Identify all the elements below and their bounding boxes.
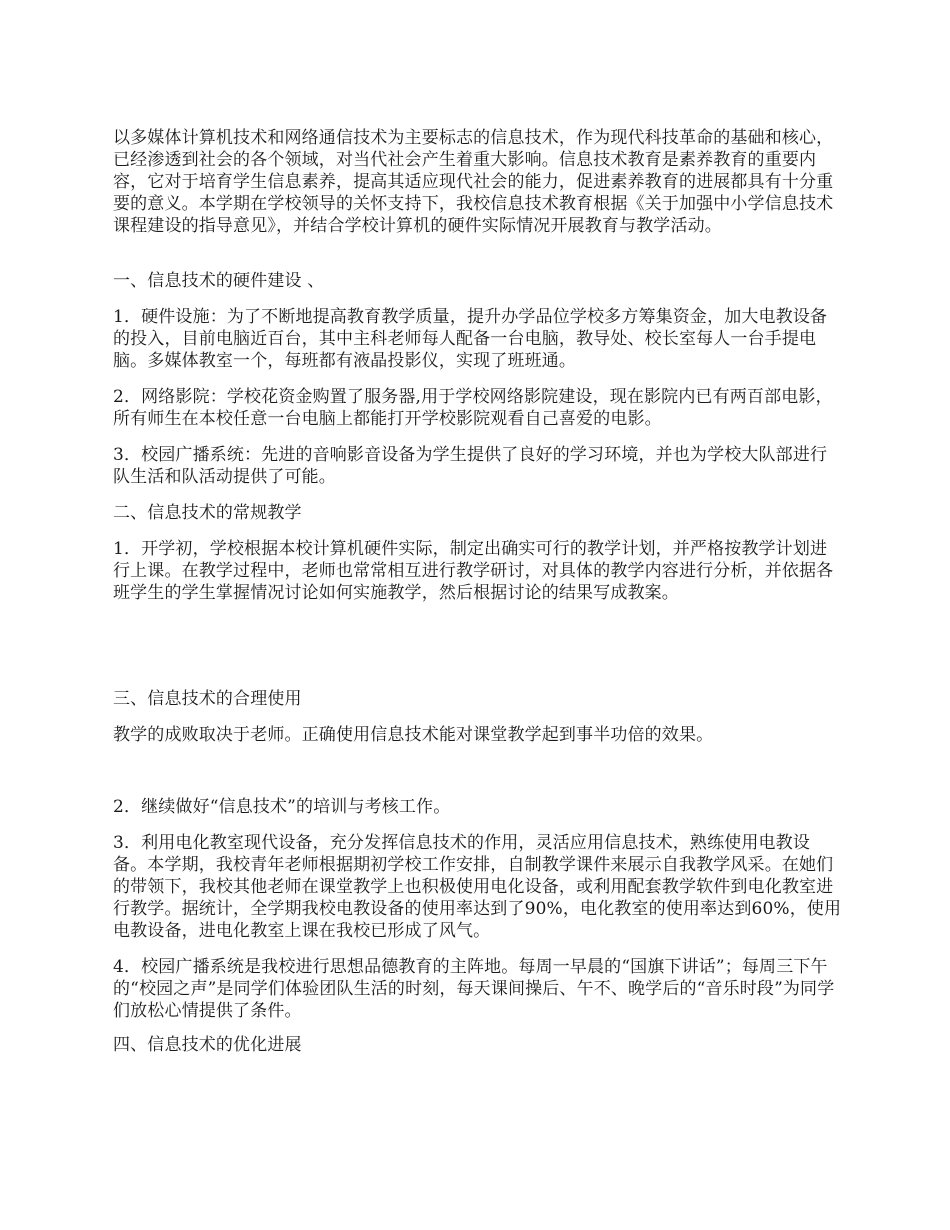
section-4-heading: 四、信息技术的优化进展 — [113, 1035, 302, 1055]
section-3-intro: 教学的成败取决于老师。正确使用信息技术能对课堂教学起到事半功倍的效果。 — [113, 725, 714, 745]
section-3-heading: 三、信息技术的合理使用 — [113, 689, 302, 709]
section-1-item-2: 2．网络影院：学校花资金购置了服务器,用于学校网络影院建设，现在影院内已有两百部电影，所有师生在本校任意一台电脑上都能打开学校影院观看自己喜爱的电影。 — [113, 387, 833, 429]
section-1-item-1: 1．硬件设施：为了不断地提高教育教学质量，提升办学品位学校多方筹集资金，加大电教设备的投入，目前电脑近百台，其中主科老师每人配备一台电脑，教导处、校长室每人一台手提电脑。多媒体教室一个，每班都有液晶投影仪，实现了班班通。 — [113, 307, 828, 371]
section-3-item-3: 3．利用电化教室现代设备，充分发挥信息技术的作用，灵活应用信息技术，熟练使用电教设备。本学期，我校青年老师根据期初学校工作安排，自制教学课件来展示自我教学风采。在她们的带领下，我校其他老师在课堂教学上也积极使用电化设备，或利用配套教学软件到电化教室进行教学。据统计，全学期我校电教设备的使用率达到了90%，电化教室的使用率达到60%，使用电教设备，进电化教室上课在我校已形成了风气。 — [113, 833, 842, 941]
section-2-heading: 二、信息技术的常规教学 — [113, 503, 302, 523]
section-2-item-1: 1．开学初，学校根据本校计算机硬件实际，制定出确实可行的教学计划，并严格按教学计划进行上课。在教学过程中，老师也常常相互进行教学研讨，对具体的教学内容进行分析，并依据各班学生的学生掌握情况讨论如何实施教学，然后根据讨论的结果写成教案。 — [113, 539, 834, 603]
intro-paragraph: 以多媒体计算机技术和网络通信技术为主要标志的信息技术，作为现代科技革命的基础和核心，已经渗透到社会的各个领域，对当代社会产生着重大影响。信息技术教育是素养教育的重要内容，它对于培育学生信息素养，提高其适应现代社会的能力，促进素养教育的进展都具有十分重要的意义。本学期在学校领导的关怀支持下，我校信息技术教育根据《关于加强中小学信息技术课程建设的指导意见》，并结合学校计算机的硬件实际情况开展教育与教学活动。 — [113, 128, 834, 236]
section-1-heading: 一、信息技术的硬件建设 、 — [113, 271, 325, 291]
section-3-item-2: 2．继续做好“信息技术”的培训与考核工作。 — [113, 797, 451, 817]
section-3-item-4: 4．校园广播系统是我校进行思想品德教育的主阵地。每周一早晨的“国旗下讲话”；每周三下午的“校园之声”是同学们体验团队生活的时刻，每天课间操后、午不、晚学后的“音乐时段”为同学们放松心情提供了条件。 — [113, 957, 835, 1021]
section-1-item-3: 3．校园广播系统：先进的音响影音设备为学生提供了良好的学习环境，并也为学校大队部进行队生活和队活动提供了可能。 — [113, 445, 828, 487]
